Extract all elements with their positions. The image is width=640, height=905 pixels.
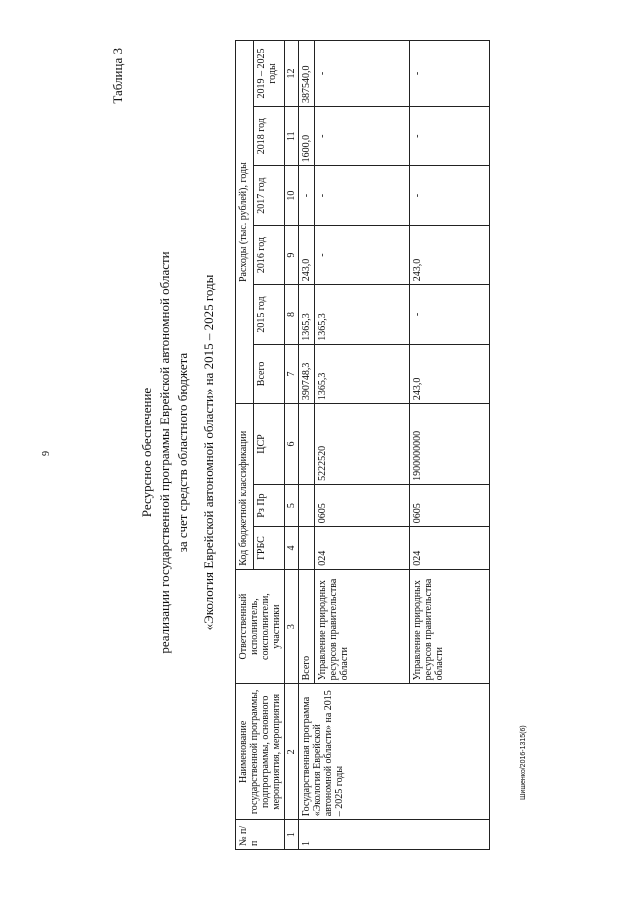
column-number-row (285, 41, 299, 850)
col-number: 6 (285, 404, 299, 485)
y2017-cell: - (410, 166, 490, 225)
grbs-cell: 024 (410, 527, 490, 569)
table-label: Таблица 3 (110, 48, 125, 104)
grbs-cell: 024 (315, 527, 410, 569)
col-name-header: Наименование государственной программы, подпрограммы, основного мероприятия, мероприятия (236, 684, 285, 820)
col-2015-header: 2015 год (254, 285, 285, 344)
col-expenses-header: Расходы (тыс. рублей), годы (236, 41, 254, 404)
csr-cell: 5222520 (315, 404, 410, 485)
y2019-cell: - (410, 41, 490, 107)
col-2019-header: 2019 – 2025 годы (254, 41, 285, 107)
y2019-cell: - (315, 41, 410, 107)
col-num-header: № п/п (236, 820, 285, 850)
heading-line-2: реализации государственной программы Еврейской автономной области (157, 251, 172, 654)
col-total-header: Всего (254, 344, 285, 403)
col-number: 7 (285, 344, 299, 403)
table-row (299, 41, 315, 850)
col-number: 3 (285, 569, 299, 684)
col-2017-header: 2017 год (254, 166, 285, 225)
program-name: Государственная программа «Экология Еврейской автономной области» на 2015 – 2025 годы (299, 684, 490, 820)
col-2018-header: 2018 год (254, 106, 285, 165)
y2018-cell: 1600,0 (299, 106, 315, 165)
heading-line-4: «Экология Еврейской автономной области» на 2015 – 2025 годы (201, 274, 216, 631)
col-number: 4 (285, 527, 299, 569)
rzpr-cell (299, 484, 315, 526)
col-executor-header: Ответственный исполнитель, соисполнители, участники (236, 569, 285, 684)
y2016-cell: 243,0 (410, 225, 490, 284)
rotated-page (100, 30, 630, 875)
col-number: 10 (285, 166, 299, 225)
total-cell: 390748,3 (299, 344, 315, 403)
rzpr-cell: 0605 (410, 484, 490, 526)
y2019-cell: 387540,0 (299, 41, 315, 107)
y2018-cell: - (410, 106, 490, 165)
col-csr-header: ЦСР (254, 404, 285, 485)
y2017-cell: - (299, 166, 315, 225)
col-number: 8 (285, 285, 299, 344)
table-heading (138, 30, 218, 875)
heading-line-1: Ресурсное обеспечение (139, 387, 154, 518)
rzpr-cell: 0605 (315, 484, 410, 526)
y2018-cell: - (315, 106, 410, 165)
col-rzpr-header: Рз Пр (254, 484, 285, 526)
row-num: 1 (299, 820, 490, 850)
document-code: Шишенко/2016-1315(6) (520, 725, 527, 800)
grbs-cell (299, 527, 315, 569)
col-number: 11 (285, 106, 299, 165)
total-cell: 1365,3 (315, 344, 410, 403)
resource-table (235, 40, 490, 850)
executor-cell: Всего (299, 569, 315, 684)
page-number: 9 (41, 451, 52, 456)
y2015-cell: 1365,3 (315, 285, 410, 344)
y2015-cell: 1365,3 (299, 285, 315, 344)
executor-cell: Управление природных ресурсов правительства области (315, 569, 410, 684)
y2016-cell: - (315, 225, 410, 284)
col-number: 9 (285, 225, 299, 284)
y2015-cell: - (410, 285, 490, 344)
executor-cell: Управление природных ресурсов правительства области (410, 569, 490, 684)
col-number: 12 (285, 41, 299, 107)
col-number: 5 (285, 484, 299, 526)
y2017-cell: - (315, 166, 410, 225)
csr-cell (299, 404, 315, 485)
col-budget-code-header: Код бюджетной классификации (236, 404, 254, 570)
col-number: 2 (285, 684, 299, 820)
y2016-cell: 243,0 (299, 225, 315, 284)
header-row-1 (236, 41, 254, 850)
col-number: 1 (285, 820, 299, 850)
csr-cell: 1900000000 (410, 404, 490, 485)
total-cell: 243,0 (410, 344, 490, 403)
col-grbs-header: ГРБС (254, 527, 285, 569)
heading-line-3: за счет средств областного бюджета (175, 352, 190, 553)
col-2016-header: 2016 год (254, 225, 285, 284)
